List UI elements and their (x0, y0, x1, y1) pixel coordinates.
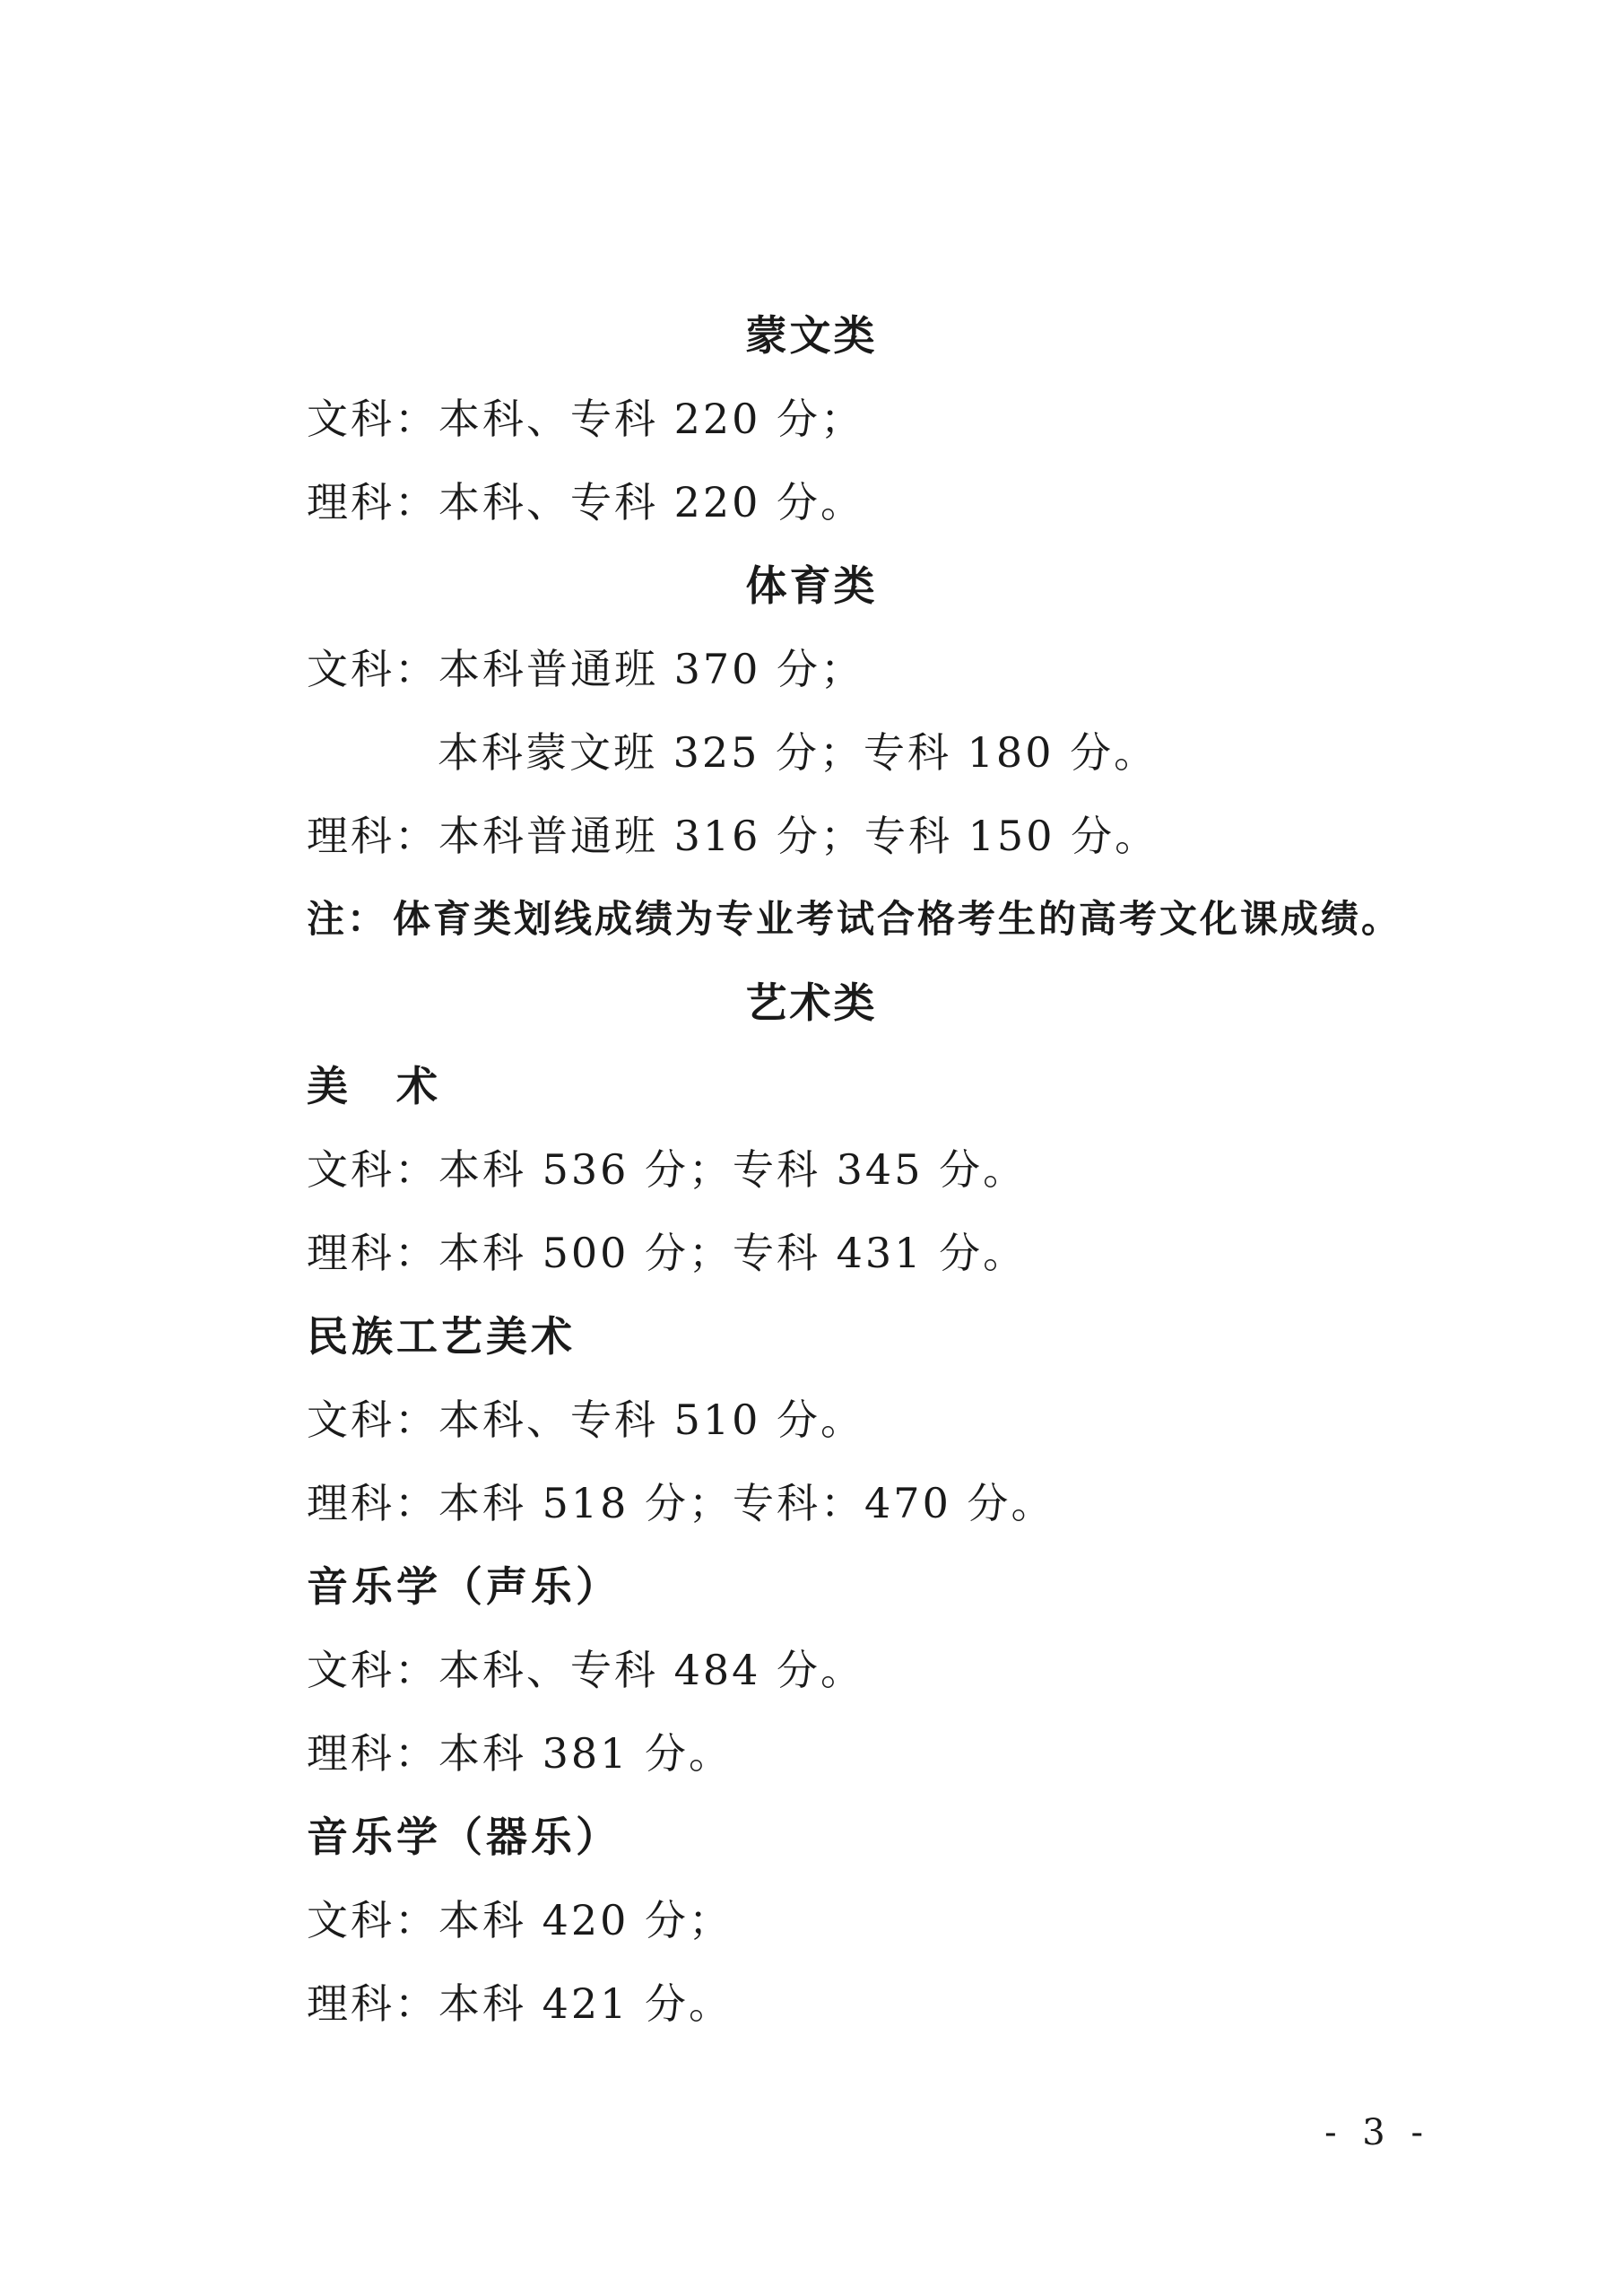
mengwen-wenke-line: 文科：本科、专科 220 分； (307, 395, 865, 443)
meishu-wenke-line: 文科：本科 536 分；专科 345 分。 (307, 1145, 1028, 1194)
shengyue-like-line: 理科：本科 381 分。 (307, 1729, 733, 1778)
tiyu-wenke-continued-line: 本科蒙文班 325 分；专科 180 分。 (438, 728, 1159, 777)
note-text: 体育类划线成绩为专业考试合格考生的高考文化课成绩。 (393, 897, 1402, 941)
tiyu-note (307, 892, 1402, 946)
shengyue-wenke-line: 文科：本科、专科 484 分。 (307, 1646, 865, 1694)
subheading-yinyuexue-shengyue: 音乐学（声乐） (307, 1562, 621, 1611)
subheading-yinyuexue-qiyue: 音乐学（器乐） (307, 1813, 621, 1861)
tiyu-wenke-line: 文科：本科普通班 370 分； (307, 645, 865, 693)
subheading-meishu: 美 术 (307, 1062, 441, 1110)
qiyue-like-line: 理科：本科 421 分。 (307, 1979, 733, 2028)
tiyu-like-line: 理科：本科普通班 316 分；专科 150 分。 (307, 812, 1159, 860)
meishu-like-line: 理科：本科 500 分；专科 431 分。 (307, 1229, 1028, 1277)
note-label: 注： (307, 897, 388, 941)
section-heading-yishu: 艺术类 (745, 978, 878, 1027)
minzu-wenke-line: 文科：本科、专科 510 分。 (307, 1396, 865, 1444)
page-number: - 3 - (1324, 2112, 1430, 2153)
qiyue-wenke-line: 文科：本科 420 分； (307, 1896, 733, 1944)
section-heading-mengwen: 蒙文类 (745, 311, 878, 360)
section-heading-tiyu: 体育类 (745, 561, 878, 610)
minzu-like-line: 理科：本科 518 分；专科：470 分。 (307, 1479, 1055, 1527)
subheading-minzu-gongyi-meishu: 民族工艺美术 (307, 1312, 576, 1361)
mengwen-like-line: 理科：本科、专科 220 分。 (307, 478, 865, 526)
